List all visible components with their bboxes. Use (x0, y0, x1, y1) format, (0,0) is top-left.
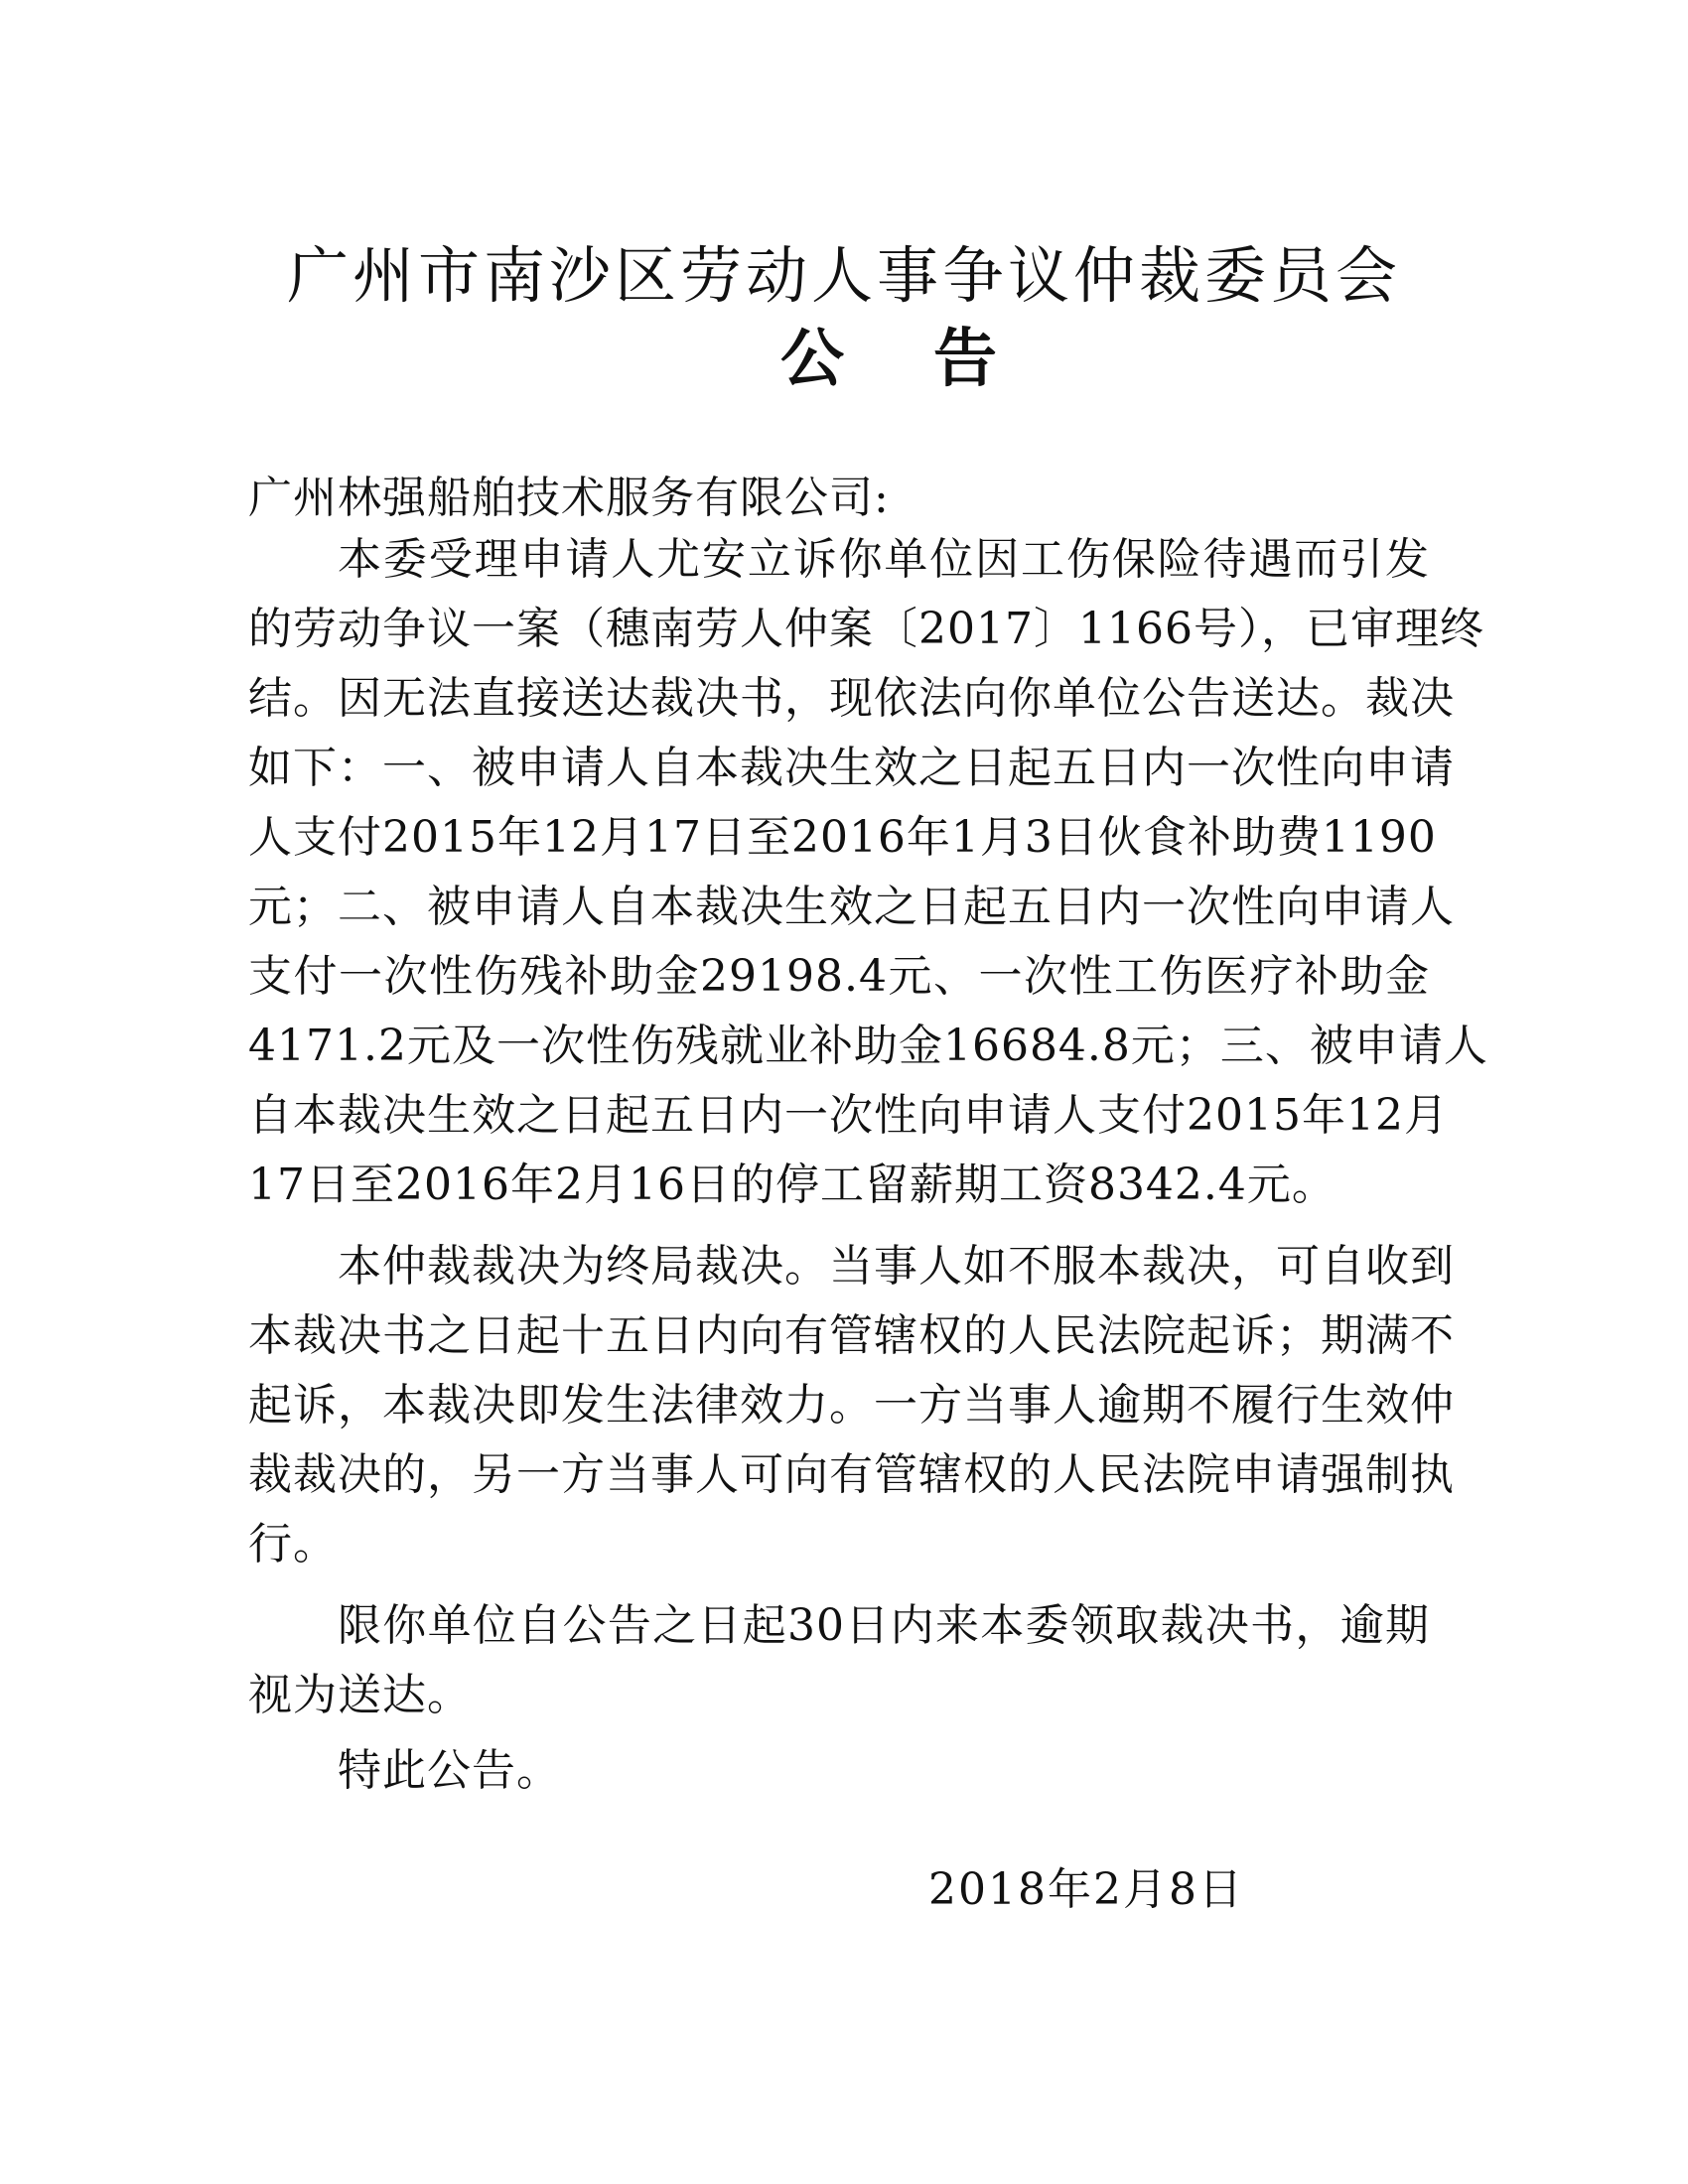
addressee: 广州林强船舶技术服务有限公司: (248, 473, 890, 523)
closing-statement: 特此公告。 (338, 1745, 561, 1796)
paragraph-line: 如下：一、被申请人自本裁决生效之日起五日内一次性向申请 (248, 743, 1455, 793)
paragraph-line: 4171.2元及一次性伤残就业补助金16684.8元；三、被申请人 (248, 1021, 1488, 1071)
paragraph-line: 本委受理申请人尤安立诉你单位因工伤保险待遇而引发 (338, 534, 1430, 585)
paragraph-line: 本裁决书之日起十五日内向有管辖权的人民法院起诉；期满不 (248, 1310, 1455, 1361)
paragraph-line: 17日至2016年2月16日的停工留薪期工资8342.4元。 (248, 1160, 1336, 1210)
paragraph-line: 视为送达。 (248, 1670, 472, 1720)
paragraph-line: 结。因无法直接送达裁决书，现依法向你单位公告送达。裁决 (248, 673, 1455, 724)
paragraph-line: 自本裁决生效之日起五日内一次性向申请人支付2015年12月 (248, 1090, 1449, 1141)
paragraph-line: 限你单位自公告之日起30日内来本委领取裁决书，逾期 (338, 1600, 1430, 1651)
paragraph-line: 行。 (248, 1519, 338, 1570)
paragraph-line: 支付一次性伤残补助金29198.4元、一次性工伤医疗补助金 (248, 951, 1430, 1002)
paragraph-line: 起诉，本裁决即发生法律效力。一方当事人逾期不履行生效仲 (248, 1380, 1455, 1431)
paragraph-line: 元；二、被申请人自本裁决生效之日起五日内一次性向申请人 (248, 882, 1455, 932)
paragraph-line: 的劳动争议一案（穗南劳人仲案〔2017〕1166号），已审理终 (248, 604, 1484, 654)
notice-date: 2018年2月8日 (928, 1864, 1244, 1915)
paragraph-line: 本仲裁裁决为终局裁决。当事人如不服本裁决，可自收到 (338, 1241, 1455, 1292)
paragraph-line: 裁裁决的，另一方当事人可向有管辖权的人民法院申请强制执 (248, 1449, 1455, 1500)
paragraph-line: 人支付2015年12月17日至2016年1月3日伙食补助费1190 (248, 812, 1437, 863)
organization-title: 广州市南沙区劳动人事争议仲裁委员会 (286, 239, 1401, 312)
notice-title: 公告 (780, 322, 1086, 396)
